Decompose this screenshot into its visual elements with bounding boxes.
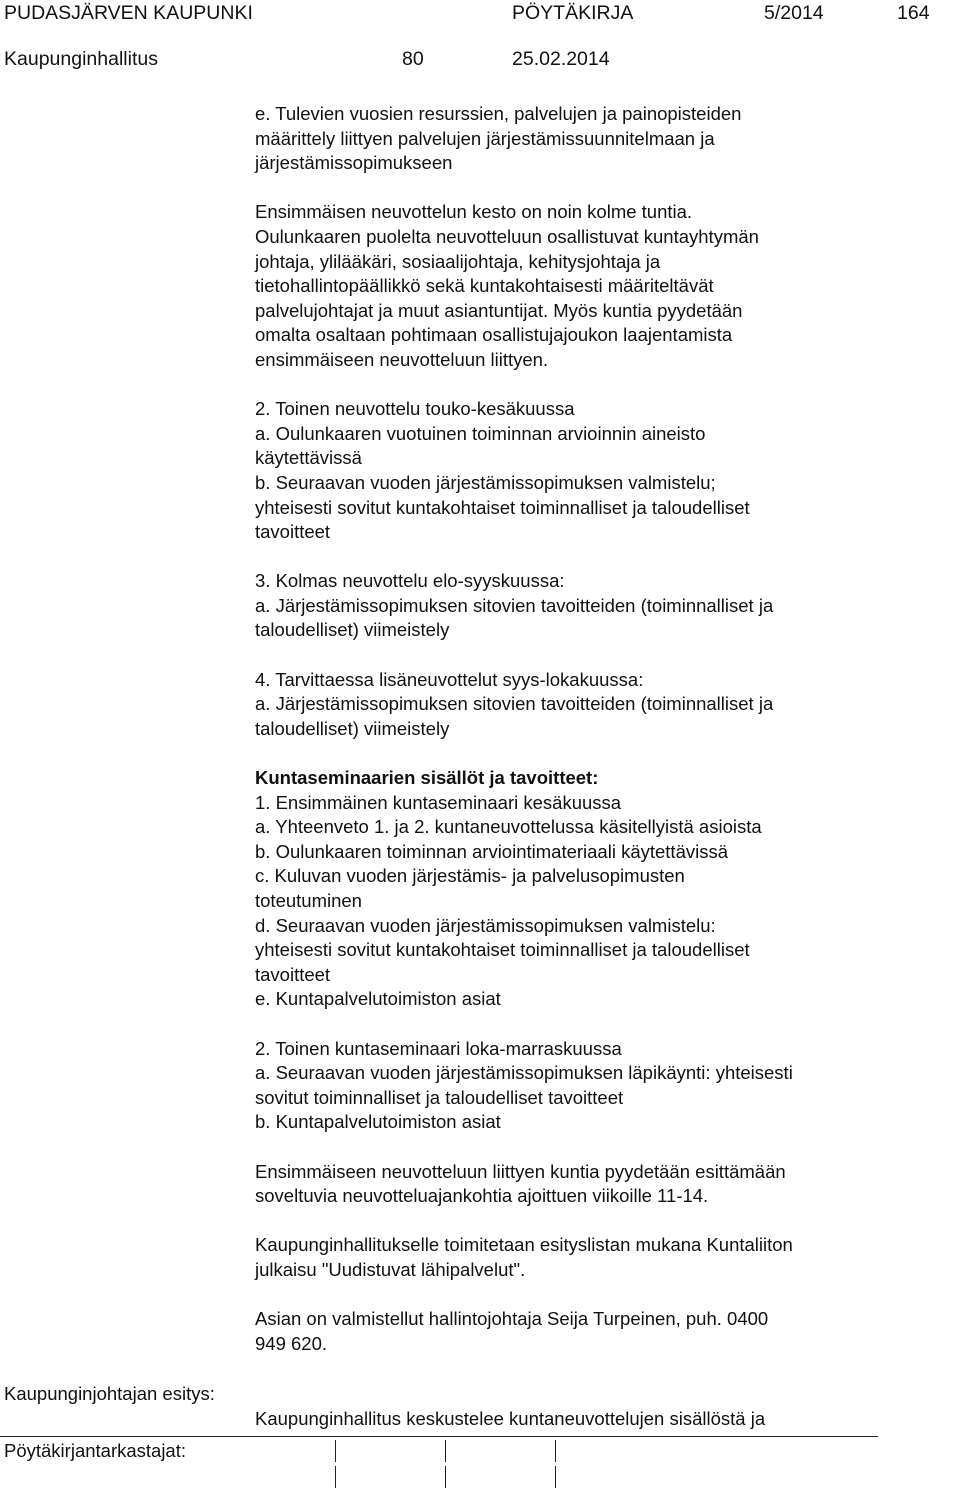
signature-box-divider: [555, 1466, 556, 1488]
section-second-meeting: 2. Toinen neuvottelu touko-kesäkuussa a. Oulunkaaren vuotuinen toiminnan arvioinnin aineisto käytettävissä b. Seuraavan vuoden järjestämissopimuksen valmistelu; yhteisesti sovitut kuntakohtaiset toiminnalliset ja taloudelliset tavoitteet: [255, 398, 750, 543]
body-name: Kaupunginhallitus: [4, 48, 158, 70]
page-number: 164: [897, 2, 930, 24]
seminars-heading: Kuntaseminaarien sisällöt ja tavoitteet:: [255, 767, 599, 789]
doc-type: PÖYTÄKIRJA: [512, 2, 634, 24]
signature-box-divider: [445, 1440, 446, 1462]
proposal-text: Kaupunginhallitus keskustelee kuntaneuvottelujen sisällöstä ja: [255, 1408, 766, 1429]
paragraph-first-meeting: Ensimmäisen neuvottelun kesto on noin kolme tuntia. Oulunkaaren puolelta neuvotteluun osallistuvat kuntayhtymän johtaja, ylilääkäri, sosiaalijohtaja, kehitysjohtaja ja tietohallintopäällikkö sekä kuntakohtaisesti määriteltävät palvelujohtajat ja muut asiantuntijat. Myös kuntia pyydetään omalta osaltaan pohtimaan osallistujajoukon laajentamista ensimmäiseen neuvotteluun liittyen.: [255, 201, 759, 370]
signature-box-divider: [335, 1466, 336, 1488]
paragraph-publication: Kaupunginhallitukselle toimitetaan esityslistan mukana Kuntaliiton julkaisu "Uudistuvat lähipalvelut".: [255, 1234, 793, 1280]
org-name: PUDASJÄRVEN KAUPUNKI: [4, 2, 253, 24]
meeting-date: 25.02.2014: [512, 48, 610, 70]
section-third-meeting: 3. Kolmas neuvottelu elo-syyskuussa: a. Järjestämissopimuksen sitovien tavoitteiden (toiminnalliset ja taloudelliset) viimeistely: [255, 570, 774, 641]
footer-rule: [0, 1436, 878, 1437]
section-number: 80: [402, 48, 424, 70]
section-fourth-meeting: 4. Tarvittaessa lisäneuvottelut syys-lokakuussa: a. Järjestämissopimuksen sitovien tavoitteiden (toiminnalliset ja taloudelliset) viimeistely: [255, 668, 774, 739]
seminar-second: 2. Toinen kuntaseminaari loka-marraskuussa a. Seuraavan vuoden järjestämissopimuksen läpikäynti: yhteisesti sovitut toiminnalliset ja taloudelliset tavoitteet b. Kuntapalvelutoimiston asiat: [255, 1037, 793, 1133]
seminar-first: 1. Ensimmäinen kuntaseminaari kesäkuussa a. Yhteenveto 1. ja 2. kuntaneuvottelussa käsitellyistä asioista b. Oulunkaaren toiminnan arviointimateriaali käytettävissä c. Kuluvan vuoden järjestämis- ja palvelusopimusten toteutuminen d. Seuraavan vuoden järjestämissopimuksen valmistelu: yhteisesti sovitut kuntakohtaiset toiminnalliset ja taloudelliset tavoitteet e. Kuntapalvelutoimiston asiat: [255, 791, 762, 1010]
paragraph-preparer: Asian on valmistellut hallintojohtaja Seija Turpeinen, puh. 0400 949 620.: [255, 1308, 769, 1354]
signature-box-divider: [335, 1440, 336, 1462]
reviewers-label: Pöytäkirjantarkastajat:: [4, 1440, 187, 1461]
document-body: [255, 102, 895, 1356]
item-e: e. Tulevien vuosien resurssien, palvelujen ja painopisteiden määrittely liittyen palvelujen järjestämissuunnitelmaan ja järjestämissopimukseen: [255, 103, 742, 174]
proposal-label: Kaupunginjohtajan esitys:: [4, 1383, 215, 1404]
signature-box-divider: [555, 1440, 556, 1462]
paragraph-weeks: Ensimmäiseen neuvotteluun liittyen kuntia pyydetään esittämään soveltuvia neuvotteluajankohtia ajoittuen viikoille 11-14.: [255, 1160, 786, 1207]
doc-number: 5/2014: [764, 2, 824, 24]
signature-box-divider: [445, 1466, 446, 1488]
